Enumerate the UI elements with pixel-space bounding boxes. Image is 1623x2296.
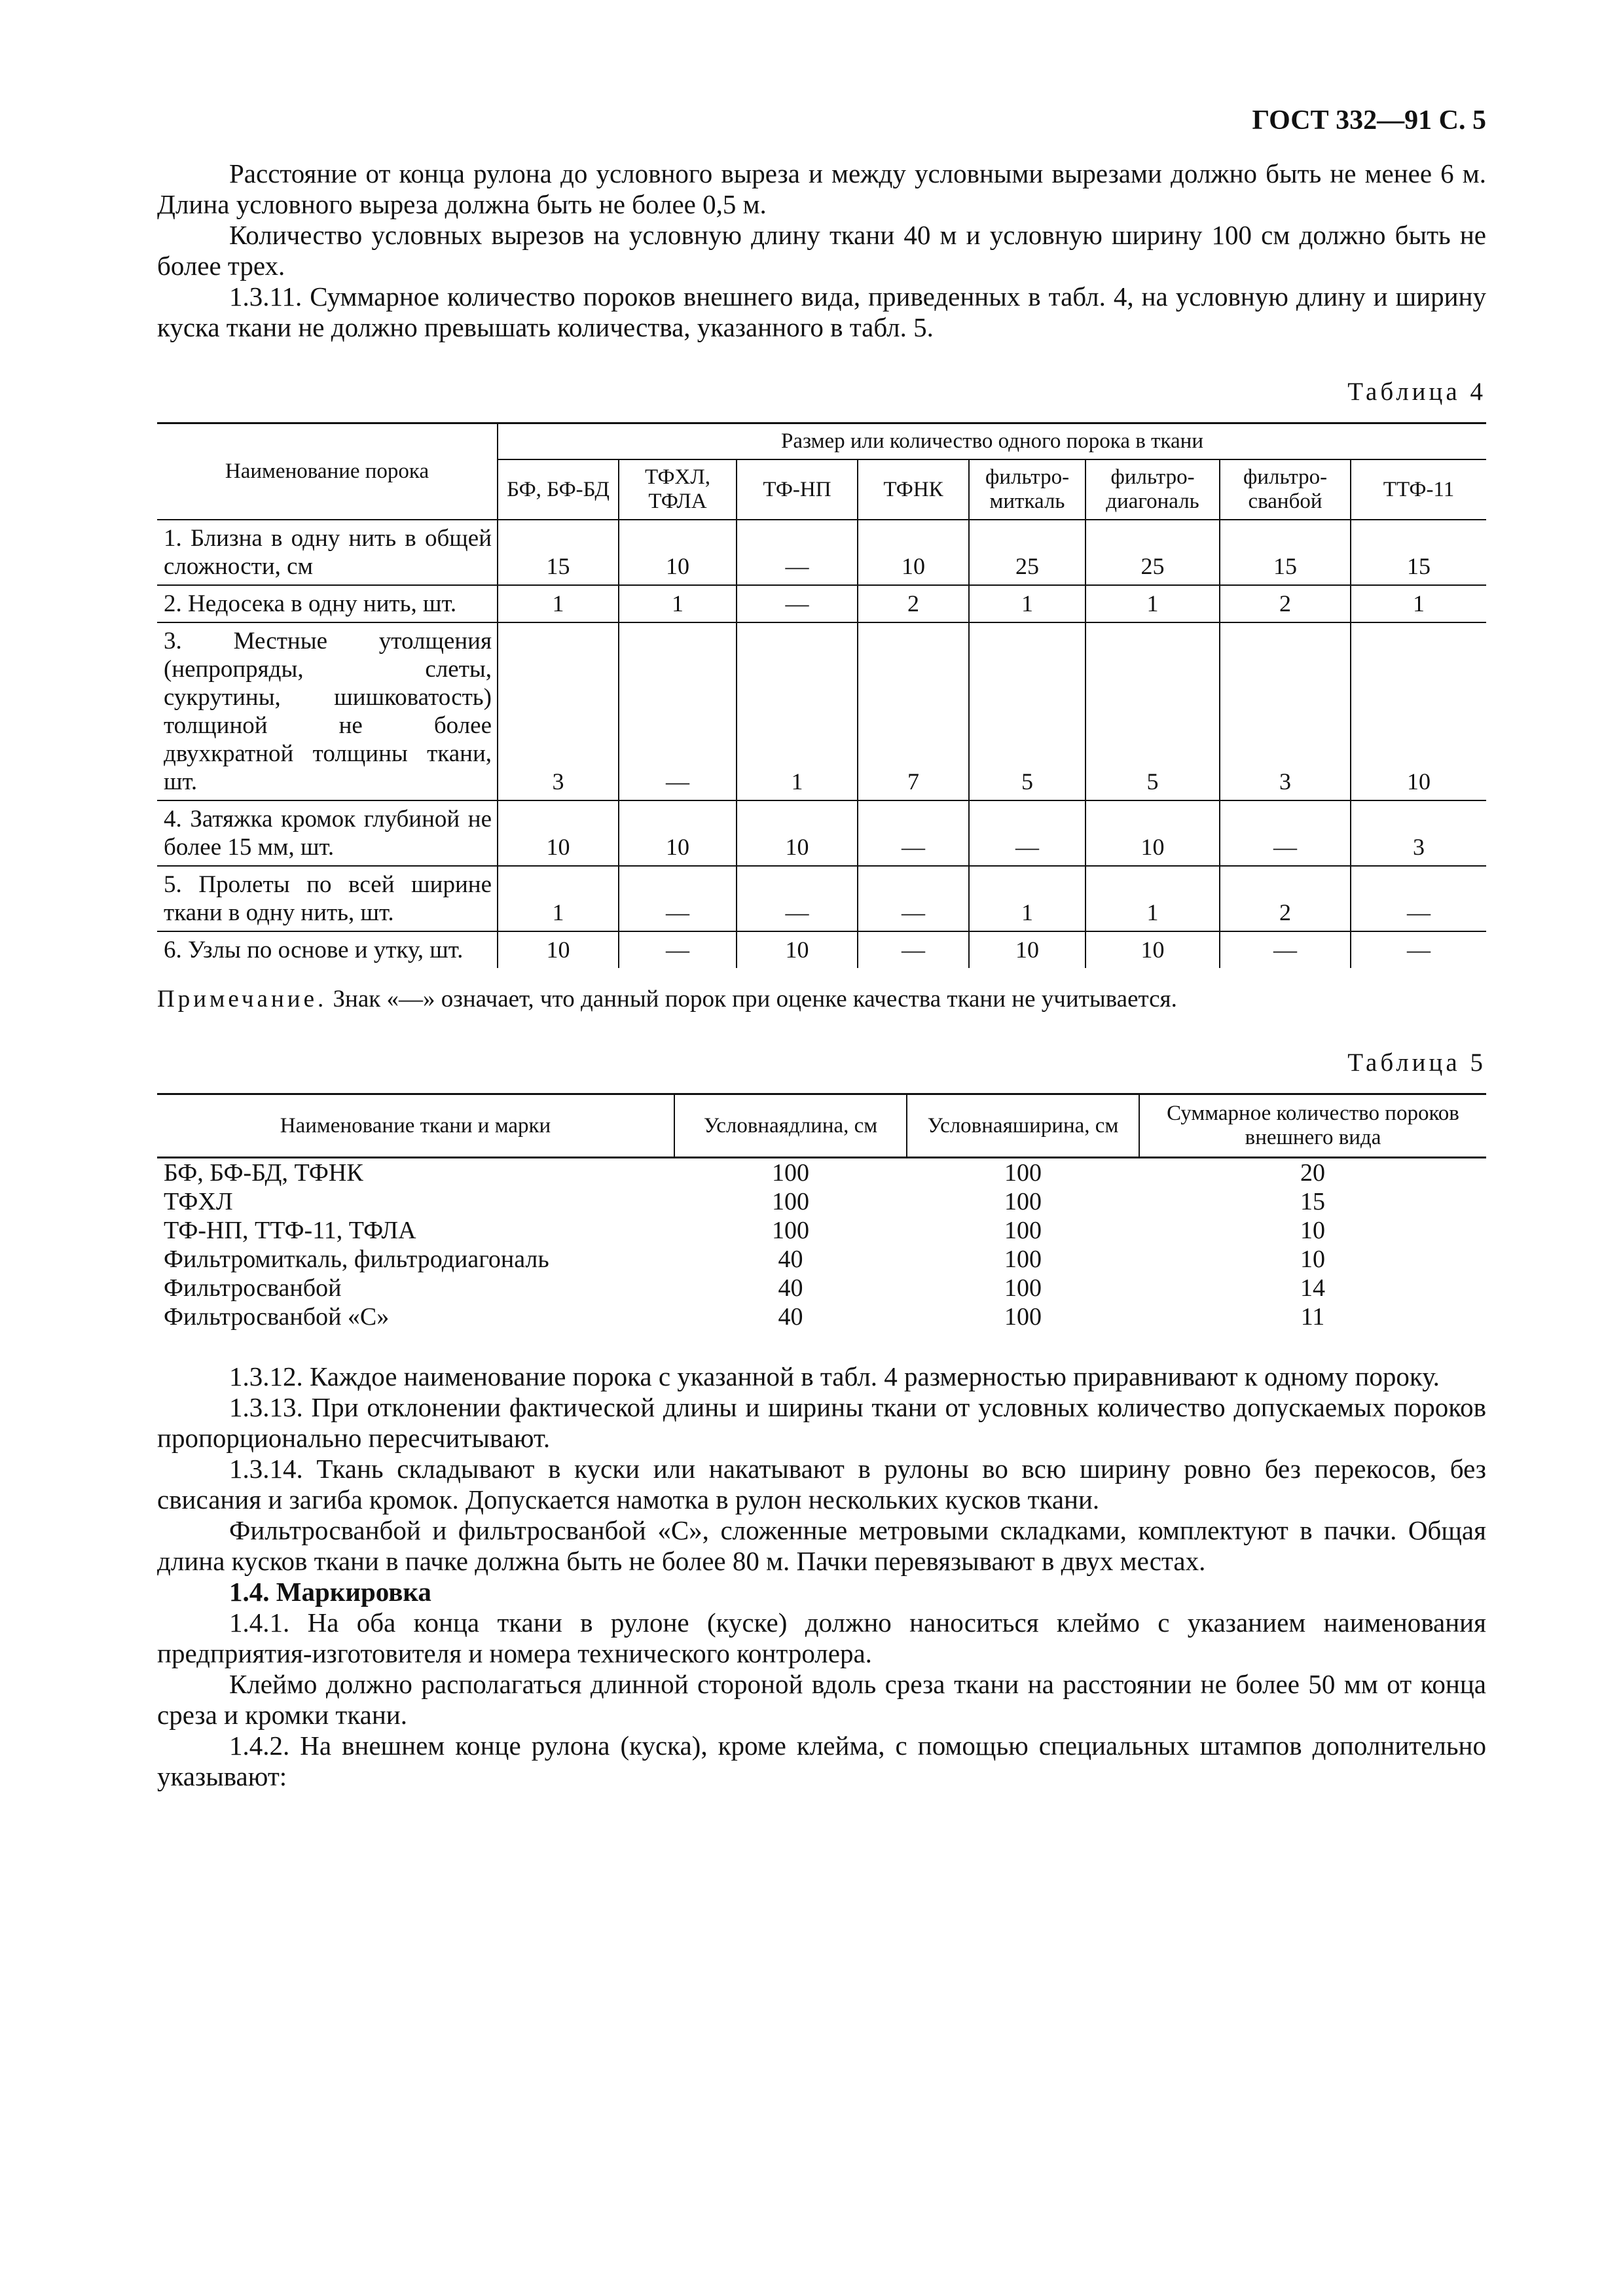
defect-name: 4. Затяжка кромок глубиной не более 15 мм, шт. bbox=[157, 800, 498, 866]
table-row bbox=[157, 1216, 1486, 1245]
fabric-name: Фильтросванбой «С» bbox=[164, 1303, 390, 1331]
defect-total: 11 bbox=[1300, 1303, 1325, 1331]
table4-note bbox=[157, 985, 1486, 1014]
table-row bbox=[157, 520, 1486, 585]
table-row bbox=[157, 800, 1486, 866]
table5-header: Условнаядлина, см bbox=[674, 1094, 907, 1158]
intro-text bbox=[157, 158, 1486, 343]
table4-column-header: фильтро-cванбой bbox=[1220, 459, 1351, 520]
table4-column-header: ТТФ-11 bbox=[1351, 459, 1486, 520]
defect-value: 10 bbox=[858, 520, 969, 585]
table-row bbox=[157, 1158, 1486, 1188]
defect-value: 1 bbox=[1351, 585, 1486, 622]
defect-value: — bbox=[858, 931, 969, 968]
defect-value: — bbox=[737, 866, 858, 931]
defect-name: 6. Узлы по основе и утку, шт. bbox=[164, 937, 464, 963]
table4-column-header: ТФ-НП bbox=[737, 459, 858, 520]
conditional-width: 100 bbox=[1004, 1303, 1042, 1331]
paragraph: 1.4.2. На внешнем конце рулона (куска), кроме клейма, с помощью специальных штампов дополнительно указывают: bbox=[157, 1731, 1486, 1791]
fabric-name: ТФ-НП, ТТФ-11, ТФЛА bbox=[164, 1217, 416, 1244]
conditional-width: 100 bbox=[1004, 1159, 1042, 1187]
defect-name: 1. Близна в одну нить в общей сложности, см bbox=[157, 520, 498, 585]
table4-column-header: БФ, БФ-БД bbox=[498, 459, 619, 520]
defect-name: 2. Недосека в одну нить, шт. bbox=[157, 585, 498, 622]
defect-total: 14 bbox=[1300, 1274, 1325, 1302]
defect-value: — bbox=[619, 622, 737, 800]
paragraph: Расстояние от конца рулона до условного выреза и между условными вырезами должно быть не менее 6 м. Длина условного выреза должна быть не более 0,5 м. bbox=[157, 158, 1486, 219]
conditional-width: 100 bbox=[1004, 1246, 1042, 1273]
defect-value: — bbox=[969, 800, 1085, 866]
defect-value: 15 bbox=[498, 520, 619, 585]
paragraph: Фильтросванбой и фильтросванбой «С», сложенные метровыми складками, комплектуют в пачки. Общая длина кусков ткани в пачке должна быть не более 80 м. Пачки перевязывают в двух местах. bbox=[157, 1515, 1486, 1576]
fabric-name: Фильтромиткаль, фильтродиагональ bbox=[164, 1246, 549, 1273]
page-header: ГОСТ 332—91 С. 5 bbox=[1252, 105, 1486, 135]
table-row bbox=[157, 866, 1486, 931]
table4-group-header: Размер или количество одного порока в ткани bbox=[498, 423, 1486, 460]
defect-name: 5. Пролеты по всей ширине ткани в одну нить, шт. bbox=[157, 866, 498, 931]
defect-total: 15 bbox=[1300, 1188, 1325, 1215]
paragraph: 1.3.14. Ткань складывают в куски или накатывают в рулоны во всю ширину ровно без перекосов, без свисания и загиба кромок. Допускается намотка в рулон нескольких кусков ткани. bbox=[157, 1454, 1486, 1515]
defect-value: 10 bbox=[1085, 800, 1220, 866]
defect-value: 3 bbox=[1220, 622, 1351, 800]
table4-column-header: фильтро-диагональ bbox=[1085, 459, 1220, 520]
defect-value: 25 bbox=[969, 520, 1085, 585]
table-row bbox=[157, 1187, 1486, 1216]
note-text: Знак «—» означает, что данный порок при оценке качества ткани не учитывается. bbox=[327, 986, 1177, 1013]
defect-value: 2 bbox=[1220, 585, 1351, 622]
defect-value: 10 bbox=[619, 800, 737, 866]
conditional-length: 100 bbox=[772, 1188, 809, 1215]
section-heading: 1.4. Маркировка bbox=[229, 1577, 431, 1607]
conditional-width: 100 bbox=[1004, 1217, 1042, 1244]
paragraph: Клеймо должно располагаться длинной стороной вдоль среза ткани на расстоянии не более 50 мм от конца среза и кромки ткани. bbox=[157, 1669, 1486, 1730]
defect-value: — bbox=[1220, 800, 1351, 866]
defect-total: 10 bbox=[1300, 1217, 1325, 1244]
defect-value: 10 bbox=[1085, 931, 1220, 968]
note-label: Примечание. bbox=[157, 986, 327, 1013]
conditional-length: 40 bbox=[778, 1303, 803, 1331]
defect-value: 1 bbox=[969, 585, 1085, 622]
defect-value: — bbox=[619, 931, 737, 968]
defect-value: — bbox=[1351, 866, 1486, 931]
defect-value: 1 bbox=[498, 585, 619, 622]
table-row bbox=[157, 585, 1486, 622]
defect-value: 15 bbox=[1351, 520, 1486, 585]
paragraph: 1.3.12. Каждое наименование порока с указанной в табл. 4 размерностью приравнивают к одному пороку. bbox=[229, 1361, 1440, 1391]
defect-value: — bbox=[737, 520, 858, 585]
defect-value: — bbox=[1351, 931, 1486, 968]
defect-value: 10 bbox=[737, 800, 858, 866]
defect-value: 10 bbox=[969, 931, 1085, 968]
paragraph: 1.4.1. На оба конца ткани в рулоне (куске) должно наноситься клеймо с указанием наименования предприятия-изготовителя и номера технического контролера. bbox=[157, 1607, 1486, 1668]
fabric-limits-table bbox=[157, 1093, 1486, 1331]
table-row bbox=[157, 931, 1486, 968]
table5-header: Условнаяширина, см bbox=[907, 1094, 1139, 1158]
defect-name: 3. Местные утолщения (непропряды, слеты, сукрутины, шишковатость) толщиной не более двухкратной толщины ткани, шт. bbox=[157, 622, 498, 800]
paragraph: 1.3.11. Суммарное количество пороков внешнего вида, приведенных в табл. 4, на условную длину и ширину куска ткани не должно превышать количества, указанного в табл. 5. bbox=[157, 281, 1486, 342]
conditional-length: 40 bbox=[778, 1274, 803, 1302]
table-row bbox=[157, 1274, 1486, 1302]
conditional-width: 100 bbox=[1004, 1188, 1042, 1215]
table-row bbox=[157, 1302, 1486, 1331]
defect-value: 2 bbox=[858, 585, 969, 622]
defect-value: 5 bbox=[969, 622, 1085, 800]
defect-value: 1 bbox=[1085, 585, 1220, 622]
defect-value: 25 bbox=[1085, 520, 1220, 585]
paragraph: Количество условных вырезов на условную длину ткани 40 м и условную ширину 100 см должно быть не более трех. bbox=[157, 220, 1486, 281]
defect-value: 10 bbox=[619, 520, 737, 585]
conditional-length: 100 bbox=[772, 1159, 809, 1187]
defect-value: 10 bbox=[1351, 622, 1486, 800]
fabric-name: БФ, БФ-БД, ТФНК bbox=[164, 1159, 363, 1187]
defect-value: 5 bbox=[1085, 622, 1220, 800]
table-row bbox=[157, 1245, 1486, 1274]
defect-value: — bbox=[619, 866, 737, 931]
table4-name-header: Наименование порока bbox=[157, 423, 498, 520]
defect-value: 2 bbox=[1220, 866, 1351, 931]
defect-value: 1 bbox=[1085, 866, 1220, 931]
document-page bbox=[157, 105, 1486, 1792]
defect-value: 1 bbox=[969, 866, 1085, 931]
defect-value: 3 bbox=[1351, 800, 1486, 866]
table5-header: Суммарное количество пороков внешнего вида bbox=[1139, 1094, 1486, 1158]
table-row bbox=[157, 622, 1486, 800]
defect-value: — bbox=[858, 800, 969, 866]
fabric-name: Фильтросванбой bbox=[164, 1274, 342, 1302]
defect-value: 1 bbox=[737, 622, 858, 800]
defect-value: — bbox=[737, 585, 858, 622]
conditional-length: 40 bbox=[778, 1246, 803, 1273]
table5-caption: Таблица 5 bbox=[1347, 1049, 1486, 1077]
table5-header: Наименование ткани и марки bbox=[157, 1094, 674, 1158]
conditional-length: 100 bbox=[772, 1217, 809, 1244]
table4-caption: Таблица 4 bbox=[1347, 378, 1486, 406]
defect-total: 20 bbox=[1300, 1159, 1325, 1187]
fabric-name: ТФХЛ bbox=[164, 1188, 233, 1215]
conditional-width: 100 bbox=[1004, 1274, 1042, 1302]
defect-value: — bbox=[858, 866, 969, 931]
defect-value: — bbox=[1220, 931, 1351, 968]
defect-value: 15 bbox=[1220, 520, 1351, 585]
body-text bbox=[157, 1361, 1486, 1792]
defect-value: 1 bbox=[498, 866, 619, 931]
defect-value: 3 bbox=[498, 622, 619, 800]
paragraph: 1.3.13. При отклонении фактической длины и ширины ткани от условных количество допускаемых пороков пропорционально пересчитывают. bbox=[157, 1392, 1486, 1453]
defect-value: 10 bbox=[737, 931, 858, 968]
table4-column-header: ТФНК bbox=[858, 459, 969, 520]
defect-value: 7 bbox=[858, 622, 969, 800]
defect-value: 10 bbox=[498, 931, 619, 968]
defects-table bbox=[157, 422, 1486, 968]
defect-total: 10 bbox=[1300, 1246, 1325, 1273]
defect-value: 10 bbox=[498, 800, 619, 866]
table4-column-header: фильтро-миткаль bbox=[969, 459, 1085, 520]
table4-column-header: ТФХЛ, ТФЛА bbox=[619, 459, 737, 520]
defect-value: 1 bbox=[619, 585, 737, 622]
